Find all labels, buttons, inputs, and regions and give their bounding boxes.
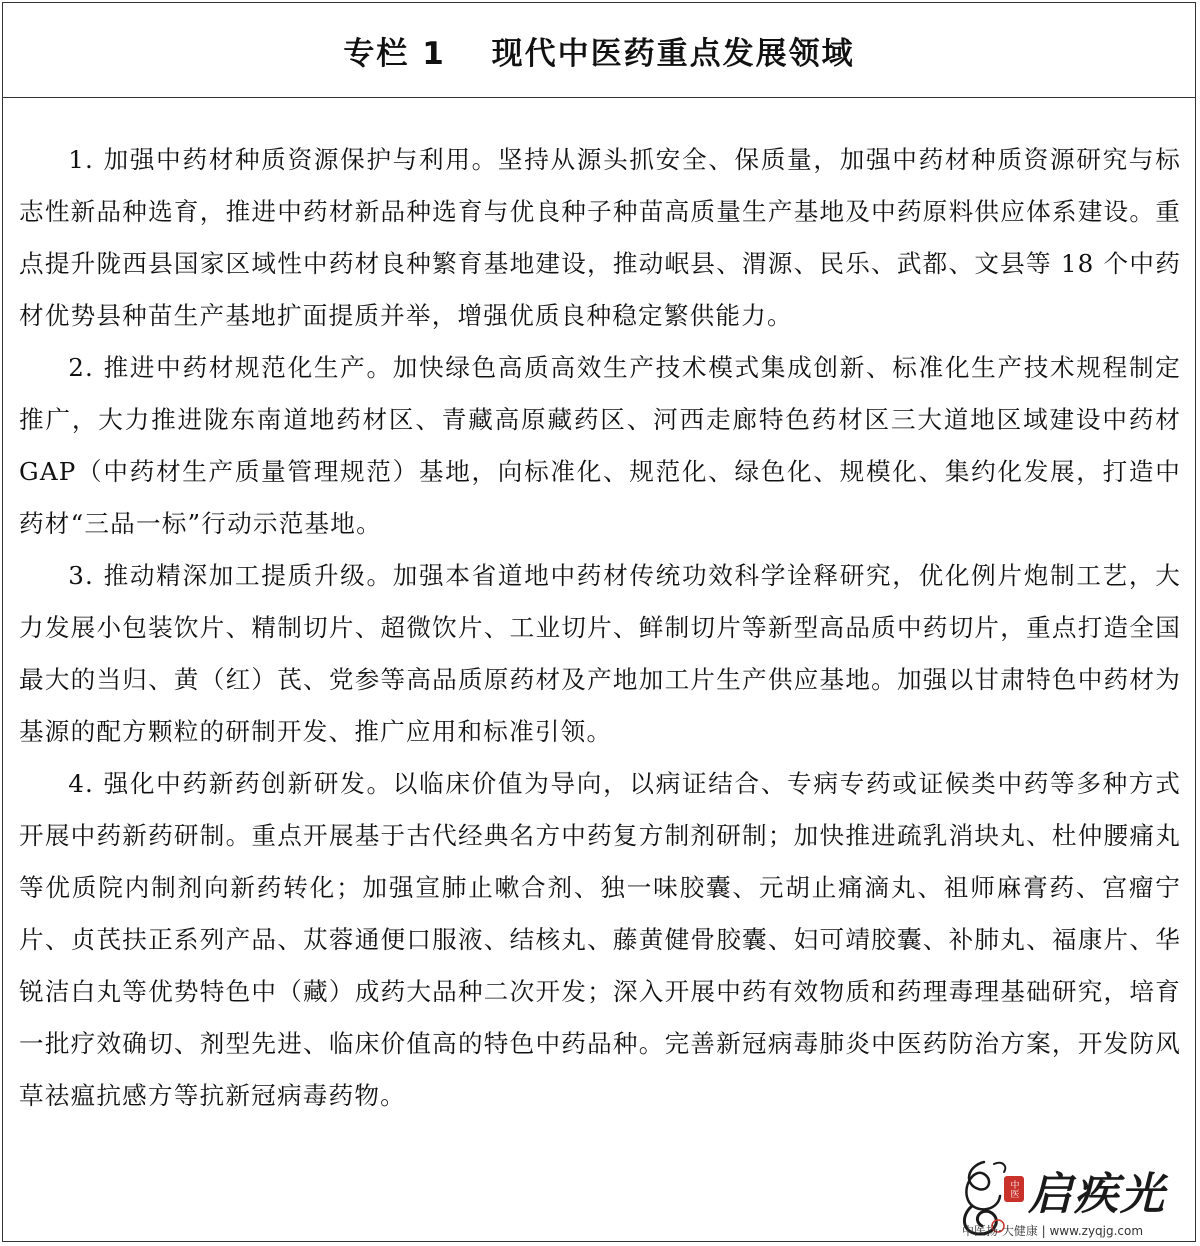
watermark	[954, 1156, 1194, 1242]
column-content	[3, 98, 1195, 1122]
red-seal: 中医	[1004, 1176, 1024, 1202]
paragraph-1: 1. 加强中药材种质资源保护与利用。坚持从源头抓安全、保质量，加强中药材种质资源研究与标志性新品种选育，推进中药材新品种选育与优良种子种苗高质量生产基地及中药原料供应体系建设。重点提升陇西县国家区域性中药材良种繁育基地建设，推动岷县、渭源、民乐、武都、文县等 18 个中药材优势县种苗生产基地扩面提质并举，增强优质良种稳定繁供能力。	[19, 145, 1181, 330]
watermark-tagline: 中医扬·大健康 | www.zyqjg.com	[962, 1224, 1144, 1238]
paragraph-2: 2. 推进中药材规范化生产。加快绿色高质高效生产技术模式集成创新、标准化生产技术规程制定推广，大力推进陇东南道地药材区、青藏高原藏药区、河西走廊特色药材区三大道地区域建设中药材 GAP（中药材生产质量管理规范）基地，向标准化、规范化、绿色化、规模化、集约化发展，打造中药材“三品一标”行动示范基地。	[19, 353, 1181, 538]
title-bar	[3, 3, 1195, 98]
paragraph-3: 3. 推动精深加工提质升级。加强本省道地中药材传统功效科学诠释研究，优化例片炮制工艺，大力发展小包装饮片、精制切片、超微饮片、工业切片、鲜制切片等新型高品质中药切片，重点打造全国最大的当归、黄（红）芪、党参等高品质原药材及产地加工片生产供应基地。加强以甘肃特色中药材为基源的配方颗粒的研制开发、推广应用和标准引领。	[19, 561, 1181, 746]
column-box	[2, 2, 1196, 1242]
paragraph-4: 4. 强化中药新药创新研发。以临床价值为导向，以病证结合、专病专药或证候类中药等多种方式开展中药新药研制。重点开展基于古代经典名方中药复方制剂研制；加快推进疏乳消块丸、杜仲腰痛丸等优质院内制剂向新药转化；加强宣肺止嗽合剂、独一味胶囊、元胡止痛滴丸、祖师麻膏药、宫瘤宁片、贞芪扶正系列产品、苁蓉通便口服液、结核丸、藤黄健骨胶囊、妇可靖胶囊、补肺丸、福康片、华锐洁白丸等优势特色中（藏）成药大品种二次开发；深入开展中药有效物质和药理毒理基础研究，培育一批疗效确切、剂型先进、临床价值高的特色中药品种。完善新冠病毒肺炎中医药防治方案，开发防风草祛瘟抗感方等抗新冠病毒药物。	[19, 769, 1181, 1110]
column-title: 专栏 1 现代中医药重点发展领域	[343, 35, 855, 72]
watermark-brand: 启疾光	[1028, 1169, 1166, 1220]
